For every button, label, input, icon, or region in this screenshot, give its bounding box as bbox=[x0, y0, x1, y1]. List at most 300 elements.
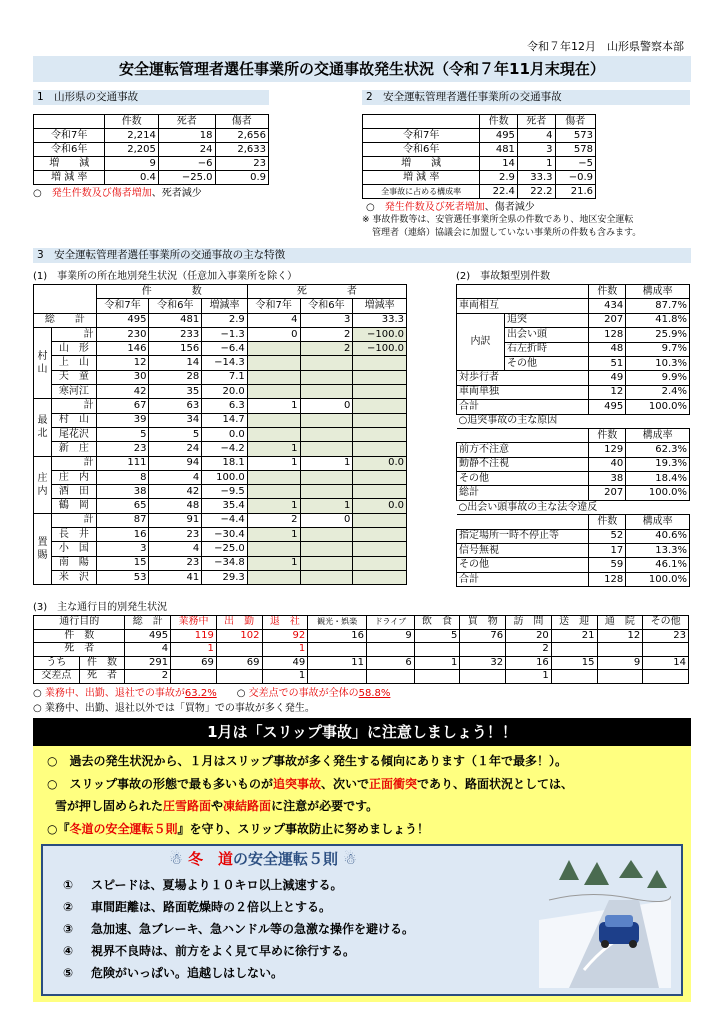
table-cell: 233 bbox=[149, 327, 202, 341]
table-cell bbox=[366, 643, 414, 657]
table-cell: 41 bbox=[149, 570, 202, 584]
table-cell: 1 bbox=[247, 456, 300, 470]
table-cell: 村 山 bbox=[52, 413, 97, 427]
table-cell: 9.9% bbox=[626, 371, 690, 385]
table-cell bbox=[353, 442, 407, 456]
table-cell: その他 bbox=[643, 616, 689, 630]
s1-table bbox=[33, 114, 269, 185]
table-cell bbox=[216, 670, 262, 684]
table-cell bbox=[353, 427, 407, 441]
table-cell: 4 bbox=[149, 470, 202, 484]
table-cell bbox=[353, 513, 407, 527]
table-cell: 件数 bbox=[105, 115, 158, 129]
rule-text: 視界不良時は、前方をよく見て早めに徐行する。 bbox=[91, 944, 356, 958]
table-cell: 2,656 bbox=[215, 129, 268, 143]
table-cell bbox=[300, 528, 353, 542]
table-cell: 578 bbox=[555, 143, 595, 157]
table-cell: 0 bbox=[247, 327, 300, 341]
table-cell: 100.0% bbox=[626, 486, 690, 500]
table-row bbox=[34, 413, 407, 427]
table-row bbox=[457, 299, 690, 313]
table-cell: 46.1% bbox=[626, 558, 690, 572]
table-cell: 1 bbox=[262, 643, 308, 657]
table-cell: 訪 問 bbox=[506, 616, 552, 630]
table-cell: 3 bbox=[96, 542, 149, 556]
table-row bbox=[34, 385, 407, 399]
table-cell: 10.3% bbox=[626, 356, 690, 370]
rule-text: 危険がいっぱい。追越しはしない。 bbox=[91, 966, 284, 980]
table-cell: 件数 bbox=[589, 285, 626, 299]
table-cell: 0.0 bbox=[202, 427, 248, 441]
table-cell bbox=[300, 370, 353, 384]
table-cell: 21.6 bbox=[555, 185, 595, 199]
table-cell: 追突 bbox=[505, 313, 589, 327]
table-cell: 48 bbox=[589, 342, 626, 356]
table-cell: 2.9 bbox=[202, 313, 248, 327]
slip-line1: ○ 過去の発生状況から、１月はスリップ事故が多く発生する傾向にあります（１年で最多！）。 bbox=[47, 754, 567, 768]
table-cell: 件数 bbox=[589, 515, 626, 529]
table-cell: 119 bbox=[171, 629, 217, 643]
table-cell: 鶴 岡 bbox=[52, 499, 97, 513]
table-cell: 25.9% bbox=[626, 328, 690, 342]
table-cell: 傷者 bbox=[215, 115, 268, 129]
table-cell: 21 bbox=[551, 629, 597, 643]
type-table bbox=[456, 284, 690, 587]
table-cell: 3 bbox=[300, 313, 353, 327]
table-cell: 酒 田 bbox=[52, 485, 97, 499]
table-cell: 291 bbox=[125, 656, 171, 670]
table-cell: 128 bbox=[589, 572, 626, 586]
table-cell: 6.3 bbox=[202, 399, 248, 413]
table-row bbox=[34, 485, 407, 499]
slip-line4: ○『冬道の安全運転５則』を守り、スリップ事故防止に努めましょう！ bbox=[47, 822, 430, 836]
table-row bbox=[34, 399, 407, 413]
table-cell bbox=[353, 485, 407, 499]
table-cell: 1 bbox=[171, 643, 217, 657]
table-row bbox=[34, 129, 269, 143]
table-cell: 111 bbox=[96, 456, 149, 470]
table-cell: 1 bbox=[262, 670, 308, 684]
table-cell: 62.3% bbox=[626, 443, 690, 457]
slip-line2: ○ スリップ事故の形態で最も多いものが追突事故、次いで正面衝突であり、路面状況としては、 bbox=[47, 777, 574, 791]
table-cell bbox=[247, 427, 300, 441]
table-cell: 計 bbox=[52, 399, 97, 413]
table-cell: 1 bbox=[506, 670, 552, 684]
table-row bbox=[34, 629, 689, 643]
table-cell: 5 bbox=[96, 427, 149, 441]
table-cell: 増減率 bbox=[202, 299, 248, 313]
table-cell: 33.3 bbox=[517, 171, 555, 185]
table-cell bbox=[353, 356, 407, 370]
slip-panel bbox=[33, 746, 691, 1002]
table-row bbox=[457, 558, 690, 572]
table-cell: 1 bbox=[247, 528, 300, 542]
table-cell bbox=[353, 556, 407, 570]
table-cell: 52 bbox=[589, 529, 626, 543]
table-cell: 2 bbox=[300, 327, 353, 341]
table-cell: 2,214 bbox=[105, 129, 158, 143]
table-cell: 出 勤 bbox=[216, 616, 262, 630]
table-cell: 12 bbox=[96, 356, 149, 370]
table-cell: −6 bbox=[158, 157, 215, 171]
table-cell: 35 bbox=[149, 385, 202, 399]
table-cell bbox=[300, 570, 353, 584]
table-cell bbox=[460, 670, 506, 684]
table-cell: 4 bbox=[149, 542, 202, 556]
table-cell: 0 bbox=[300, 513, 353, 527]
table-cell bbox=[308, 643, 367, 657]
table-cell: 22.2 bbox=[517, 185, 555, 199]
table-cell: 送 迎 bbox=[551, 616, 597, 630]
table-cell bbox=[353, 370, 407, 384]
table-row bbox=[34, 513, 407, 527]
table-cell bbox=[597, 643, 643, 657]
table-cell: 94 bbox=[149, 456, 202, 470]
table-cell: その他 bbox=[457, 472, 589, 486]
table-cell: 死者 bbox=[517, 115, 555, 129]
table-cell: 24 bbox=[158, 143, 215, 157]
table-cell: 2.4% bbox=[626, 385, 690, 399]
table-row bbox=[363, 115, 596, 129]
table-cell bbox=[171, 670, 217, 684]
table-cell: 7.1 bbox=[202, 370, 248, 384]
table-cell: 増 減 率 bbox=[34, 171, 105, 185]
table-cell: 156 bbox=[149, 342, 202, 356]
table-row bbox=[34, 327, 407, 341]
table-cell bbox=[457, 515, 589, 529]
table-cell: 令和7年 bbox=[247, 299, 300, 313]
table-cell: 計 bbox=[52, 327, 97, 341]
slip-line3: 雪が押し固められた圧雪路面や凍結路面に注意が必要です。 bbox=[55, 799, 379, 813]
table-cell bbox=[353, 399, 407, 413]
table-row bbox=[34, 456, 407, 470]
table-cell: 尾花沢 bbox=[52, 427, 97, 441]
table-row bbox=[34, 342, 407, 356]
table-row bbox=[34, 115, 269, 129]
table-row bbox=[34, 171, 269, 185]
table-cell: 16 bbox=[96, 528, 149, 542]
five-rule-item bbox=[63, 964, 283, 981]
table-cell bbox=[414, 643, 460, 657]
table-cell: 合計 bbox=[457, 572, 589, 586]
table-cell: 69 bbox=[216, 656, 262, 670]
table-cell: 34 bbox=[149, 413, 202, 427]
table-cell: 庄 内 bbox=[52, 470, 97, 484]
table-cell: 構成率 bbox=[626, 285, 690, 299]
table-cell: 全事故に占める構成率 bbox=[363, 185, 480, 199]
table-cell: 39 bbox=[96, 413, 149, 427]
table-row bbox=[457, 285, 690, 299]
table-cell: 2,205 bbox=[105, 143, 158, 157]
table-cell: 右左折時 bbox=[505, 342, 589, 356]
table-cell bbox=[300, 413, 353, 427]
table-cell bbox=[247, 342, 300, 356]
five-rules-box bbox=[41, 844, 683, 996]
table-cell: 1 bbox=[414, 656, 460, 670]
table-cell: 増 減 率 bbox=[363, 171, 480, 185]
s2-title: 2 安全運転管理者選任事業所の交通事故 bbox=[362, 90, 690, 105]
table-cell: 最 北 bbox=[34, 399, 52, 456]
table-cell: 計 bbox=[52, 513, 97, 527]
table-cell: 合計 bbox=[457, 400, 589, 414]
table-cell: 動静不注視 bbox=[457, 457, 589, 471]
table-cell: 42 bbox=[96, 385, 149, 399]
table-cell bbox=[551, 670, 597, 684]
table-cell bbox=[247, 385, 300, 399]
table-cell bbox=[457, 428, 589, 442]
table-cell: 1 bbox=[247, 556, 300, 570]
table-cell bbox=[551, 643, 597, 657]
table-cell: 令和6年 bbox=[300, 299, 353, 313]
snowy-road-car-illustration bbox=[539, 860, 671, 988]
table-cell: 米 沢 bbox=[52, 570, 97, 584]
table-cell: −4.2 bbox=[202, 442, 248, 456]
table-cell: 件数 bbox=[589, 428, 626, 442]
table-row bbox=[363, 157, 596, 171]
table-cell: 構成率 bbox=[626, 515, 690, 529]
table-cell: −25.0 bbox=[202, 542, 248, 556]
rule-number: ② bbox=[63, 900, 74, 914]
table-cell: 観光・娯楽 bbox=[308, 616, 367, 630]
table-cell: 481 bbox=[149, 313, 202, 327]
table-cell: 573 bbox=[555, 129, 595, 143]
table-cell bbox=[300, 385, 353, 399]
table-cell bbox=[247, 356, 300, 370]
january-banner: 1月は「スリップ事故」に注意しましょう！！ bbox=[33, 718, 691, 746]
table-cell: −25.0 bbox=[158, 171, 215, 185]
five-rules-title: ☃ 冬 道の安全運転５則 ☃ bbox=[169, 850, 357, 868]
table-cell: 495 bbox=[480, 129, 518, 143]
table-cell: 129 bbox=[589, 443, 626, 457]
table-cell: 65 bbox=[96, 499, 149, 513]
table-cell: 32 bbox=[460, 656, 506, 670]
table-cell bbox=[300, 427, 353, 441]
table-cell bbox=[353, 542, 407, 556]
table-cell bbox=[300, 442, 353, 456]
table-cell: 40 bbox=[589, 457, 626, 471]
five-rule-item bbox=[63, 942, 355, 959]
table-cell bbox=[643, 643, 689, 657]
table-cell: 令和7年 bbox=[363, 129, 480, 143]
rule-text: 車間距離は、路面乾燥時の２倍以上とする。 bbox=[91, 900, 332, 914]
table-cell: 上 山 bbox=[52, 356, 97, 370]
rule-number: ⑤ bbox=[63, 966, 74, 980]
table-cell: 495 bbox=[125, 629, 171, 643]
table-cell: 4 bbox=[247, 313, 300, 327]
table-cell: 総計 bbox=[457, 486, 589, 500]
purpose-note2: ○ 業務中、出勤、退社以外では「買物」での事故が多く発生。 bbox=[33, 703, 315, 714]
table-cell: 前方不注意 bbox=[457, 443, 589, 457]
table-cell: 20 bbox=[506, 629, 552, 643]
table-row bbox=[34, 313, 407, 327]
table-cell: −5 bbox=[555, 157, 595, 171]
table-cell: 南 陽 bbox=[52, 556, 97, 570]
table-row bbox=[34, 528, 407, 542]
snowman-icon: ☃ bbox=[343, 850, 357, 868]
table-cell: ○追突事故の主な原因 bbox=[457, 414, 690, 428]
table-cell: 92 bbox=[262, 629, 308, 643]
table-cell: 14 bbox=[480, 157, 518, 171]
table-cell: −14.3 bbox=[202, 356, 248, 370]
table-cell: その他 bbox=[457, 558, 589, 572]
table-cell: 件 数 bbox=[96, 285, 247, 299]
table-row bbox=[457, 414, 690, 428]
table-cell: 死者 bbox=[158, 115, 215, 129]
table-cell: 6 bbox=[366, 656, 414, 670]
table-row bbox=[457, 572, 690, 586]
table-cell: 車両単独 bbox=[457, 385, 589, 399]
table-cell: 481 bbox=[480, 143, 518, 157]
table-cell: 67 bbox=[96, 399, 149, 413]
table-cell: 死 者 bbox=[79, 670, 125, 684]
table-row bbox=[457, 428, 690, 442]
s3-t3-title: (3) 主な通行目的別発生状況 bbox=[33, 602, 168, 613]
table-cell: 出会い頭 bbox=[505, 328, 589, 342]
table-row bbox=[363, 171, 596, 185]
rule-text: 急加速、急ブレーキ、急ハンドル等の急激な操作を避ける。 bbox=[91, 922, 415, 936]
table-cell bbox=[460, 643, 506, 657]
s2-note: ○ 発生件数及び死者増加、傷者減少 bbox=[366, 202, 535, 213]
s2-note2: ※ 事故件数等は、安管選任事業所全県の件数であり、地区安全運転 bbox=[362, 215, 634, 225]
table-cell bbox=[353, 385, 407, 399]
table-row bbox=[457, 544, 690, 558]
table-cell: 5 bbox=[149, 427, 202, 441]
table-cell: 18.1 bbox=[202, 456, 248, 470]
table-cell: 16 bbox=[506, 656, 552, 670]
table-cell: 山 形 bbox=[52, 342, 97, 356]
table-cell: 19.3% bbox=[626, 457, 690, 471]
table-cell: 令和7年 bbox=[96, 299, 149, 313]
table-cell bbox=[353, 470, 407, 484]
table-cell: 1 bbox=[300, 456, 353, 470]
table-cell: 増 減 bbox=[34, 157, 105, 171]
rule-number: ④ bbox=[63, 944, 74, 958]
table-cell: 傷者 bbox=[555, 115, 595, 129]
table-cell: 23 bbox=[643, 629, 689, 643]
table-cell: 1 bbox=[300, 499, 353, 513]
table-cell: 増 減 bbox=[363, 157, 480, 171]
table-row bbox=[34, 570, 407, 584]
table-cell: 63 bbox=[149, 399, 202, 413]
table-cell bbox=[247, 370, 300, 384]
table-row bbox=[457, 486, 690, 500]
table-cell: 23 bbox=[149, 528, 202, 542]
table-cell bbox=[34, 115, 105, 129]
table-row bbox=[34, 643, 689, 657]
table-cell: 230 bbox=[96, 327, 149, 341]
table-cell: 23 bbox=[96, 442, 149, 456]
table-row bbox=[34, 356, 407, 370]
table-cell: 長 井 bbox=[52, 528, 97, 542]
table-row bbox=[34, 442, 407, 456]
table-cell: −30.4 bbox=[202, 528, 248, 542]
table-cell: 11 bbox=[308, 656, 367, 670]
table-cell: 2.9 bbox=[480, 171, 518, 185]
table-cell: 買 物 bbox=[460, 616, 506, 630]
table-cell: 構成率 bbox=[626, 428, 690, 442]
table-cell: 20.0 bbox=[202, 385, 248, 399]
table-cell: 0.0 bbox=[353, 456, 407, 470]
table-cell: 小 国 bbox=[52, 542, 97, 556]
rule-number: ① bbox=[63, 878, 74, 892]
table-cell: 2,633 bbox=[215, 143, 268, 157]
table-cell: 増減率 bbox=[353, 299, 407, 313]
table-cell: 49 bbox=[589, 371, 626, 385]
table-cell: 村 山 bbox=[34, 327, 52, 398]
table-cell: 29.3 bbox=[202, 570, 248, 584]
table-cell bbox=[34, 285, 97, 314]
table-cell bbox=[308, 670, 367, 684]
table-row bbox=[34, 542, 407, 556]
table-cell: 15 bbox=[96, 556, 149, 570]
table-cell: 置 賜 bbox=[34, 513, 52, 584]
table-cell: 新 庄 bbox=[52, 442, 97, 456]
table-cell: 内訳 bbox=[457, 313, 505, 371]
table-cell: 100.0% bbox=[626, 572, 690, 586]
table-row bbox=[34, 499, 407, 513]
table-cell: 13.3% bbox=[626, 544, 690, 558]
table-cell: 16 bbox=[308, 629, 367, 643]
table-cell: 69 bbox=[171, 656, 217, 670]
table-cell: 天 童 bbox=[52, 370, 97, 384]
table-cell: 38 bbox=[589, 472, 626, 486]
purpose-table bbox=[33, 615, 689, 684]
table-cell: 4 bbox=[517, 129, 555, 143]
table-cell: 0.4 bbox=[105, 171, 158, 185]
table-cell: 12 bbox=[597, 629, 643, 643]
table-row bbox=[457, 313, 690, 327]
table-cell bbox=[300, 356, 353, 370]
table-cell: 30 bbox=[96, 370, 149, 384]
s1-note: ○ 発生件数及び傷者増加、死者減少 bbox=[33, 188, 202, 199]
table-cell: 87 bbox=[96, 513, 149, 527]
table-cell: 寒河江 bbox=[52, 385, 97, 399]
table-row bbox=[34, 427, 407, 441]
table-cell bbox=[300, 556, 353, 570]
table-cell: 車両相互 bbox=[457, 299, 589, 313]
table-cell: 495 bbox=[589, 400, 626, 414]
table-row bbox=[457, 385, 690, 399]
table-cell: 23 bbox=[215, 157, 268, 171]
table-cell: 87.7% bbox=[626, 299, 690, 313]
table-cell: ○出会い頭事故の主な法令違反 bbox=[457, 500, 690, 514]
table-cell: 業務中 bbox=[171, 616, 217, 630]
table-cell: −9.5 bbox=[202, 485, 248, 499]
table-row bbox=[363, 129, 596, 143]
s3-t2-title: (2) 事故類型別件数 bbox=[456, 271, 551, 282]
table-row bbox=[457, 443, 690, 457]
table-cell: −6.4 bbox=[202, 342, 248, 356]
table-cell: 9.7% bbox=[626, 342, 690, 356]
table-cell: 12 bbox=[589, 385, 626, 399]
s2-table bbox=[362, 114, 596, 199]
table-row bbox=[457, 400, 690, 414]
table-cell: −1.3 bbox=[202, 327, 248, 341]
table-row bbox=[34, 370, 407, 384]
table-cell: 1 bbox=[247, 499, 300, 513]
table-cell: 信号無視 bbox=[457, 544, 589, 558]
table-cell: 146 bbox=[96, 342, 149, 356]
table-cell: −100.0 bbox=[353, 327, 407, 341]
table-cell: 207 bbox=[589, 486, 626, 500]
table-row bbox=[34, 670, 689, 684]
s1-title: 1 山形県の交通事故 bbox=[33, 90, 269, 105]
table-cell: 交差点 bbox=[34, 670, 80, 684]
table-cell: うち bbox=[34, 656, 80, 670]
table-cell: 令和7年 bbox=[34, 129, 105, 143]
table-row bbox=[457, 457, 690, 471]
table-cell: 14 bbox=[149, 356, 202, 370]
